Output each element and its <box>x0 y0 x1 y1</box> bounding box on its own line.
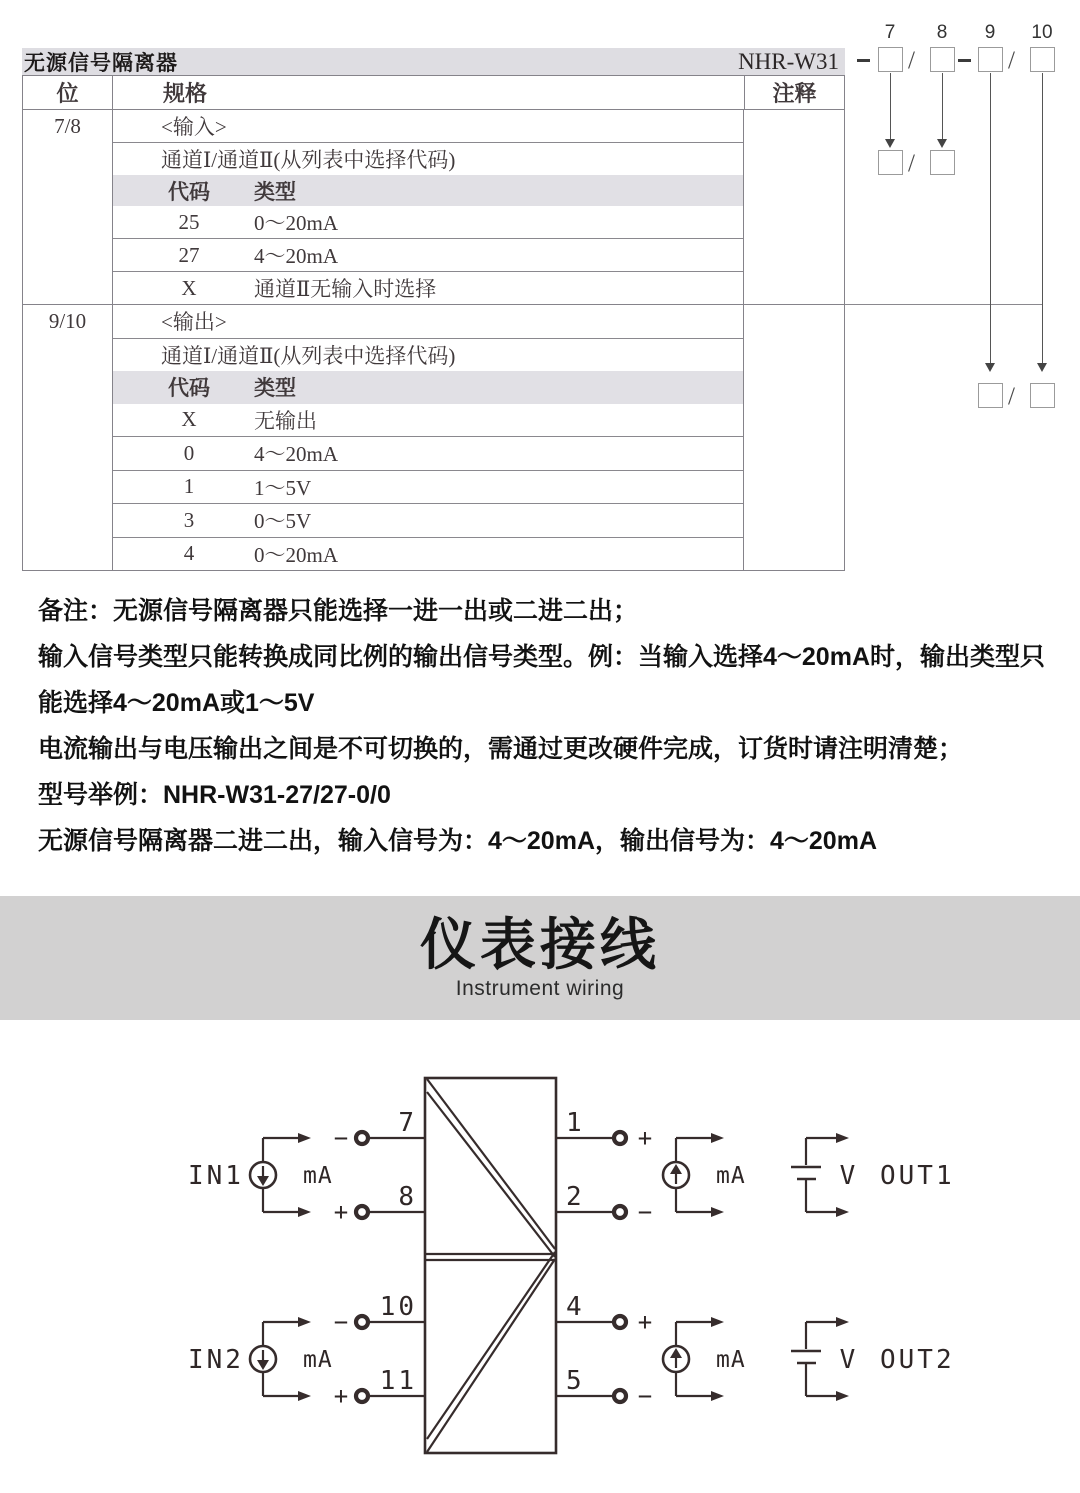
terminal-ring-icon <box>614 1316 626 1328</box>
out2-label: OUT2 <box>880 1345 955 1375</box>
plus-sign: + <box>637 1124 653 1152</box>
arrow-line-10 <box>1042 73 1043 363</box>
isolator-box <box>425 1078 556 1453</box>
arrow-line-7 <box>890 73 891 139</box>
table-row <box>113 239 743 272</box>
table-row <box>113 404 743 438</box>
row-code: 27 <box>178 242 200 267</box>
row-code: 25 <box>178 209 200 234</box>
position-label: 7/8 <box>23 110 113 304</box>
terminal-7: 7 <box>398 1108 417 1138</box>
input-code-box-ch1 <box>878 150 903 175</box>
arrow-right-icon <box>298 1133 311 1143</box>
arrow-up-icon <box>670 1164 682 1174</box>
row-code: 4 <box>183 541 195 566</box>
row-type: 通道Ⅱ无输入时选择 <box>254 277 437 302</box>
table-frame <box>22 75 845 571</box>
minus-sign: − <box>637 1382 653 1410</box>
digit-7: 7 <box>884 22 896 43</box>
group-label: <输入> <box>113 110 743 143</box>
arrow-right-icon <box>836 1207 849 1217</box>
row-type: 无输出 <box>254 408 317 433</box>
arrow-right-icon <box>298 1391 311 1401</box>
in1-label: IN1 <box>188 1161 244 1191</box>
row-code: 3 <box>183 507 195 532</box>
channel-note: 通道Ⅰ/通道Ⅱ(从列表中选择代码) <box>161 147 456 172</box>
code-box-7 <box>878 47 903 72</box>
slash-separator: / <box>1008 383 1015 410</box>
input-code-box-ch2 <box>930 150 955 175</box>
table-row <box>113 206 743 239</box>
terminal-11: 11 <box>379 1366 417 1396</box>
dash-separator <box>857 59 870 62</box>
terminal-1: 1 <box>566 1108 585 1138</box>
table-header-row <box>23 76 844 110</box>
arrow-right-icon <box>711 1133 724 1143</box>
row-type: 4～20mA <box>254 442 338 467</box>
arrow-right-icon <box>298 1317 311 1327</box>
output-code-box-ch1 <box>978 383 1003 408</box>
v-label: V <box>839 1345 859 1375</box>
type-header: 类型 <box>254 179 296 204</box>
code-header-row <box>113 175 743 207</box>
arrow-line-9 <box>990 73 991 363</box>
code-header: 代码 <box>168 179 210 204</box>
dash-separator <box>958 59 971 62</box>
group-label: <输出> <box>113 305 743 339</box>
channel1-input <box>188 1108 425 1226</box>
code-box-8 <box>930 47 955 72</box>
col-header-note: 注释 <box>744 76 844 109</box>
remark-line: 无源信号隔离器二进二出，输入信号为：4～20mA，输出信号为：4～20mA <box>38 827 877 855</box>
col-header-position: 位 <box>23 76 113 109</box>
arrow-right-icon <box>711 1207 724 1217</box>
remark-line: 输入信号类型只能转换成同比例的输出信号类型。例：当输入选择4～20mA时，输出类型只 <box>38 643 1045 671</box>
terminal-ring-icon <box>614 1132 626 1144</box>
digit-9: 9 <box>984 22 996 43</box>
code-box-9 <box>978 47 1003 72</box>
plus-sign: + <box>333 1198 349 1226</box>
spec-table <box>22 48 845 571</box>
table-row <box>113 504 743 538</box>
arrow-right-icon <box>711 1317 724 1327</box>
arrow-right-icon <box>711 1391 724 1401</box>
row-code: 0 <box>183 440 195 465</box>
output-code-box-ch2 <box>1030 383 1055 408</box>
banner-title: 仪表接线 <box>420 913 660 976</box>
remark-line: 能选择4～20mA或1～5V <box>38 689 315 717</box>
row-type: 0～20mA <box>254 211 338 236</box>
spec-rows <box>113 305 744 570</box>
plus-sign: + <box>333 1382 349 1410</box>
digit-8: 8 <box>936 22 948 43</box>
wiring-diagram <box>0 1060 1080 1493</box>
arrow-down-icon <box>1037 363 1047 372</box>
ma-label: mA <box>303 1347 333 1373</box>
remarks-block <box>38 588 1058 864</box>
row-code: 1 <box>183 474 195 499</box>
code-header-row <box>113 371 743 404</box>
arrow-down-icon <box>257 1360 269 1370</box>
arrow-line-8 <box>942 73 943 139</box>
arrow-right-icon <box>836 1133 849 1143</box>
arrow-right-icon <box>836 1391 849 1401</box>
digit-10: 10 <box>1031 22 1053 43</box>
section-input <box>23 110 844 305</box>
banner-subtitle: Instrument wiring <box>455 977 625 1000</box>
terminal-4: 4 <box>566 1292 585 1322</box>
slash-separator: / <box>908 150 915 177</box>
section-boundary-extension-line <box>845 304 1043 305</box>
remark-line: 备注：无源信号隔离器只能选择一进一出或二进二出； <box>38 597 639 625</box>
arrow-right-icon <box>298 1207 311 1217</box>
terminal-ring-icon <box>356 1390 368 1402</box>
terminal-ring-icon <box>356 1206 368 1218</box>
arrow-down-icon <box>885 139 895 148</box>
plus-sign: + <box>637 1308 653 1336</box>
channel2-input <box>188 1292 425 1410</box>
terminal-ring-icon <box>356 1132 368 1144</box>
row-code: X <box>181 275 197 300</box>
table-row <box>113 538 743 571</box>
row-type: 4～20mA <box>254 244 338 269</box>
arrow-up-icon <box>670 1348 682 1358</box>
arrow-down-icon <box>257 1176 269 1186</box>
channel1-output <box>556 1108 955 1226</box>
arrow-down-icon <box>937 139 947 148</box>
col-header-spec: 规格 <box>163 81 208 106</box>
code-box-10 <box>1030 47 1055 72</box>
arrow-right-icon <box>836 1317 849 1327</box>
table-row <box>113 471 743 505</box>
ma-label: mA <box>303 1163 333 1189</box>
spec-rows <box>113 110 744 304</box>
remark-line: 型号举例：NHR-W31-27/27-0/0 <box>38 781 391 809</box>
table-title-band <box>22 48 845 75</box>
channel-note: 通道Ⅰ/通道Ⅱ(从列表中选择代码) <box>161 343 456 368</box>
minus-sign: − <box>637 1198 653 1226</box>
terminal-ring-icon <box>614 1390 626 1402</box>
product-title: 无源信号隔离器 <box>24 50 178 75</box>
v-label: V <box>839 1161 859 1191</box>
position-label: 9/10 <box>23 305 113 570</box>
arrow-down-icon <box>985 363 995 372</box>
row-type: 1～5V <box>254 475 312 500</box>
channel2-output <box>556 1292 955 1410</box>
row-type: 0～5V <box>254 509 312 534</box>
terminal-2: 2 <box>566 1182 585 1212</box>
model-code: NHR-W31 <box>738 48 839 74</box>
remark-line: 电流输出与电压输出之间是不可切换的，需通过更改硬件完成，订货时请注明清楚； <box>38 735 964 763</box>
terminal-10: 10 <box>379 1292 417 1322</box>
row-type: 0～20mA <box>254 542 338 567</box>
section-output <box>23 305 844 570</box>
type-header: 类型 <box>254 376 296 401</box>
terminal-5: 5 <box>566 1366 585 1396</box>
in2-label: IN2 <box>188 1345 244 1375</box>
terminal-ring-icon <box>614 1206 626 1218</box>
ma-label: mA <box>716 1347 746 1373</box>
minus-sign: − <box>333 1308 349 1336</box>
note-cell <box>744 305 844 570</box>
note-cell <box>744 110 844 304</box>
slash-separator: / <box>908 47 915 74</box>
code-header: 代码 <box>168 376 210 401</box>
terminal-ring-icon <box>356 1316 368 1328</box>
section-banner <box>0 896 1080 1020</box>
out1-label: OUT1 <box>880 1161 955 1191</box>
slash-separator: / <box>1008 47 1015 74</box>
table-row <box>113 272 743 304</box>
minus-sign: − <box>333 1124 349 1152</box>
ma-label: mA <box>716 1163 746 1189</box>
table-row <box>113 437 743 471</box>
row-code: X <box>181 407 197 432</box>
terminal-8: 8 <box>398 1182 417 1212</box>
